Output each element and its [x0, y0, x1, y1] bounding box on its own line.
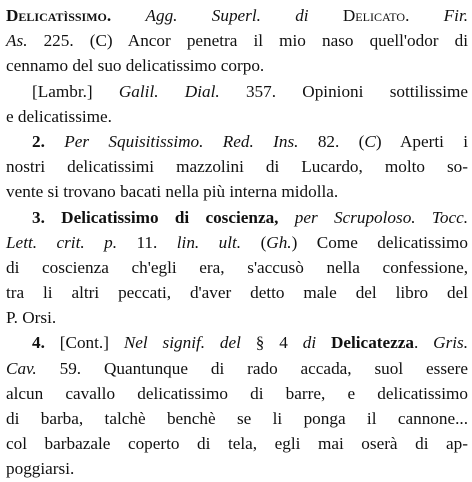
text-segment: P. Orsi.	[6, 308, 57, 328]
text-segment: Nel signif. del	[123, 333, 241, 353]
entry-line	[6, 356, 468, 381]
text-segment: ) Aperti i	[375, 131, 468, 151]
entry-line	[6, 28, 468, 53]
entry-line	[6, 104, 468, 129]
text-segment: .	[106, 6, 146, 25]
text-segment: 225. (C) Ancor penetra il mio naso quell'odor di	[27, 31, 468, 51]
text-segment: alcun cavallo delicatissimo di barre, e delicatissimo	[6, 383, 468, 403]
entry-line	[6, 431, 468, 456]
text-segment: lin. ult.	[176, 232, 242, 252]
entry-line	[6, 280, 468, 305]
entry-line	[6, 456, 468, 481]
text-segment: 59. Quantunque di rado accada, suol essere	[36, 358, 468, 378]
text-segment: .	[414, 333, 434, 353]
entry-line	[6, 381, 468, 406]
text-segment: Delicato	[342, 6, 406, 25]
entry-line	[6, 406, 468, 431]
text-segment: col barbazale coperto di tela, egli mai oserà di ap-	[6, 434, 468, 454]
text-segment: di	[302, 333, 331, 353]
text-segment: .	[405, 6, 444, 25]
text-segment: ) Come delicatissimo	[291, 232, 468, 252]
text-segment: poggiarsi.	[6, 459, 75, 479]
text-segment: Gh.	[266, 232, 292, 252]
text-segment: e delicatissime.	[6, 106, 112, 126]
entry-line	[6, 179, 468, 204]
text-segment: tra li altri peccati, d'aver detto male del libro del	[6, 283, 468, 303]
text-segment: 3. Delicatissimo di coscienza,	[32, 207, 295, 227]
dictionary-entry	[6, 3, 468, 482]
text-segment: cennamo del suo delicatissimo corpo.	[6, 56, 265, 76]
text-segment: per Scrupoloso. Tocc.	[294, 207, 468, 227]
text-segment: Galil. Dial.	[118, 81, 220, 101]
text-segment: Delicatezza	[330, 333, 414, 353]
text-segment: 4.	[32, 333, 60, 353]
text-segment: (	[241, 232, 267, 252]
entry-line	[6, 205, 468, 230]
entry-line	[6, 255, 468, 280]
text-segment: Delicatìssimo	[6, 6, 107, 25]
text-segment: Gris.	[433, 333, 469, 353]
text-segment: § 4	[240, 333, 303, 353]
text-segment: 11.	[117, 232, 177, 252]
text-segment: [Cont.]	[59, 333, 124, 353]
entry-line	[6, 129, 468, 154]
entry-line	[6, 154, 468, 179]
entry-line	[6, 53, 468, 78]
text-segment: 2.	[32, 131, 65, 151]
text-segment: C	[364, 131, 376, 151]
text-segment: di barba, talchè benchè se li ponga il cannone...	[6, 409, 468, 428]
text-segment: As.	[6, 31, 28, 51]
text-segment: Agg. Superl. di	[145, 6, 343, 25]
text-segment: 357. Opinioni sottilissime	[219, 81, 468, 101]
text-segment: nostri delicatissimi mazzolini di Lucardo, molto so-	[6, 157, 468, 177]
text-segment: di coscienza ch'egli era, s'accusò nella confessione,	[6, 257, 468, 277]
entry-line	[6, 230, 468, 255]
entry-line	[6, 330, 468, 355]
text-segment: 82. (	[298, 131, 365, 151]
text-segment: Lett. crit. p.	[6, 232, 117, 252]
entry-line	[6, 79, 468, 104]
text-segment: Per Squisitissimo. Red. Ins.	[64, 131, 299, 151]
text-segment: Fir.	[443, 6, 469, 25]
entry-line	[6, 3, 468, 28]
text-segment: [Lambr.]	[32, 81, 119, 101]
text-segment: Cav.	[6, 358, 37, 378]
entry-line	[6, 305, 468, 330]
text-segment: vente si trovano bacati nella più interna midolla.	[6, 182, 339, 202]
